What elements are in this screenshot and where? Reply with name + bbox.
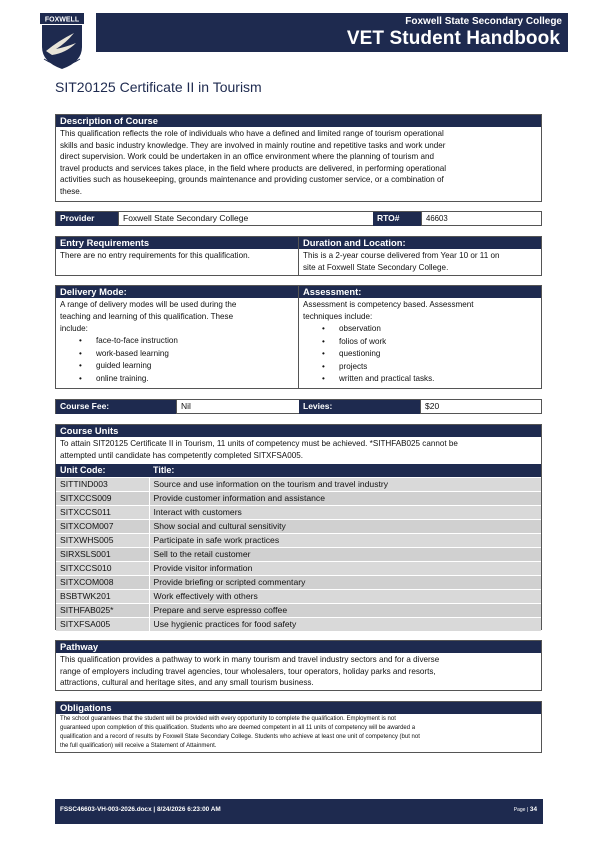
duration-line: This is a 2-year course delivered from Year 10 or 11 on [303, 251, 500, 260]
document-info: FSSC46603-VH-003-2026.docx | 8/24/2026 6:23:00 AM [60, 806, 221, 813]
list-item: • work-based learning [60, 348, 294, 361]
unit-title: Sell to the retail customer [149, 547, 541, 561]
page-label: Page | [513, 807, 529, 813]
list-item: • face-to-face instruction [60, 335, 294, 348]
assessment-body [299, 298, 541, 388]
list-item: • guided learning [60, 360, 294, 373]
delivery-mode [56, 286, 298, 388]
header-bar [96, 13, 568, 52]
entry-heading: Entry Requirements [56, 237, 298, 249]
levies-label: Levies: [299, 400, 420, 414]
duration-line: site at Foxwell State Secondary College. [303, 263, 449, 272]
obligations-line: guaranteed upon completion of this qualification. Students who are deemed competent in all 11 units of competency will be awarded a [60, 725, 416, 731]
unit-title: Show social and cultural sensitivity [149, 519, 541, 533]
college-logo [40, 13, 84, 71]
course-units-section [55, 424, 542, 630]
unit-title: Provide visitor information [149, 561, 541, 575]
table-row [56, 533, 541, 547]
course-fee-label: Course Fee: [56, 400, 176, 414]
unit-title: Participate in safe work practices [149, 533, 541, 547]
delivery-line: teaching and learning of this qualification. These [60, 312, 234, 321]
table-row [56, 575, 541, 589]
list-item: • questioning [303, 348, 537, 361]
duration-body [299, 249, 541, 276]
assessment-heading: Assessment: [299, 286, 541, 298]
column-header-code: Unit Code: [56, 464, 149, 477]
description-line: travel products and services takes place, in the field where products are delivered, in performing operational [60, 163, 447, 173]
description-body [56, 127, 541, 200]
pathway-heading: Pathway [56, 641, 541, 653]
description-line: skills and basic industry knowledge. They are involved in mainly routine and repetitive tasks and work under [60, 140, 446, 150]
table-row [56, 561, 541, 575]
entry-text: There are no entry requirements for this qualification. [60, 251, 250, 260]
fees-row [55, 399, 542, 414]
delivery-line: A range of delivery modes will be used during the [60, 300, 237, 309]
provider-value: Foxwell State Secondary College [118, 212, 373, 226]
assessment-line: techniques include: [303, 312, 373, 321]
table-row [56, 589, 541, 603]
units-table-body [56, 477, 541, 631]
unit-title: Use hygienic practices for food safety [149, 617, 541, 631]
unit-code: SITXCCS010 [56, 561, 149, 575]
unit-title: Provide briefing or scripted commentary [149, 575, 541, 589]
description-section [55, 114, 542, 202]
obligations-body [56, 714, 541, 753]
assessment [298, 286, 541, 388]
rto-value: 46603 [421, 212, 541, 226]
page-number-block [514, 806, 537, 813]
units-table [56, 464, 541, 631]
unit-code: SIRXSLS001 [56, 547, 149, 561]
delivery-body [56, 298, 298, 387]
table-row [56, 491, 541, 505]
obligations-heading: Obligations [56, 702, 541, 714]
unit-title: Work effectively with others [149, 589, 541, 603]
unit-code: SITXCOM007 [56, 519, 149, 533]
table-row [56, 603, 541, 617]
obligations-section [55, 701, 542, 753]
unit-code: SITHFAB025* [56, 603, 149, 617]
unit-code: SITXCOM008 [56, 575, 149, 589]
description-heading: Description of Course [56, 115, 541, 127]
pathway-line: attractions, cultural and heritage sites, and any small tourism business. [60, 678, 314, 688]
units-intro-line: attempted until candidate has competently completed SITXFSA005. [60, 451, 303, 460]
delivery-list [60, 335, 294, 385]
table-row [56, 617, 541, 631]
page-footer [55, 799, 543, 824]
entry-requirements [56, 237, 298, 275]
unit-code: SITXCCS009 [56, 491, 149, 505]
provider-label: Provider [56, 212, 118, 226]
delivery-line: include: [60, 324, 88, 333]
unit-code: SITXWHS005 [56, 533, 149, 547]
units-heading: Course Units [56, 425, 541, 437]
pathway-section [55, 640, 542, 691]
description-line: these. [60, 186, 83, 196]
delivery-assessment-section [55, 285, 542, 389]
course-title: SIT20125 Certificate II in Tourism [55, 79, 262, 95]
duration-heading: Duration and Location: [299, 237, 541, 249]
unit-title: Prepare and serve espresso coffee [149, 603, 541, 617]
unit-code: SITTIND003 [56, 477, 149, 491]
pathway-body [56, 653, 541, 691]
column-header-title: Title: [149, 464, 541, 477]
table-row [56, 505, 541, 519]
unit-code: BSBTWK201 [56, 589, 149, 603]
delivery-heading: Delivery Mode: [56, 286, 298, 298]
pathway-line: range of employers including travel agencies, tour wholesalers, tour operators, holiday parks and resorts, [60, 666, 436, 676]
duration-location [298, 237, 541, 275]
provider-row [55, 211, 542, 226]
obligations-line: the full qualification) will receive a Statement of Attainment. [60, 743, 217, 749]
rto-label: RTO# [373, 212, 421, 226]
list-item: • observation [303, 323, 537, 336]
obligations-line: qualification and a record of results by Foxwell State Secondary College. Students who achieve at least one unit of competency (but not [60, 734, 420, 740]
units-intro [56, 437, 541, 464]
unit-title: Source and use information on the tourism and travel industry [149, 477, 541, 491]
pathway-line: This qualification provides a pathway to work in many tourism and travel industry sectors and for a diverse [60, 655, 440, 664]
unit-code: SITXCCS011 [56, 505, 149, 519]
levies-value: $20 [420, 400, 541, 414]
entry-duration-section [55, 236, 542, 276]
unit-code: SITXFSA005 [56, 617, 149, 631]
assessment-line: Assessment is competency based. Assessment [303, 300, 474, 309]
obligations-line: The school guarantees that the student will be provided with every opportunity to complete the qualification. Employment is not [60, 716, 396, 722]
table-row [56, 477, 541, 491]
college-name: Foxwell State Secondary College [405, 16, 562, 27]
table-row [56, 547, 541, 561]
units-intro-line: To attain SIT20125 Certificate II in Tourism, 11 units of competency must be achieved. *SITHFAB025 cannot be [60, 439, 458, 448]
handbook-title: VET Student Handbook [346, 28, 560, 49]
svg-text:FOXWELL: FOXWELL [44, 16, 80, 24]
description-line: This qualification reflects the role of individuals who have a defined and limited range of tourism operational [60, 129, 444, 138]
list-item: • folios of work [303, 336, 537, 349]
list-item: • written and practical tasks. [303, 373, 537, 386]
course-fee-value: Nil [176, 400, 299, 414]
table-row [56, 519, 541, 533]
page-number: 34 [529, 806, 537, 813]
description-line: activities such as housekeeping, grounds maintenance and providing customer service, or a combination of [60, 175, 444, 185]
assessment-list [303, 323, 537, 386]
unit-title: Interact with customers [149, 505, 541, 519]
list-item: • online training. [60, 373, 294, 386]
description-line: direct supervision. Work could be undertaken in an office environment where the planning of tourism and [60, 152, 435, 162]
list-item: • projects [303, 361, 537, 374]
unit-title: Provide customer information and assistance [149, 491, 541, 505]
